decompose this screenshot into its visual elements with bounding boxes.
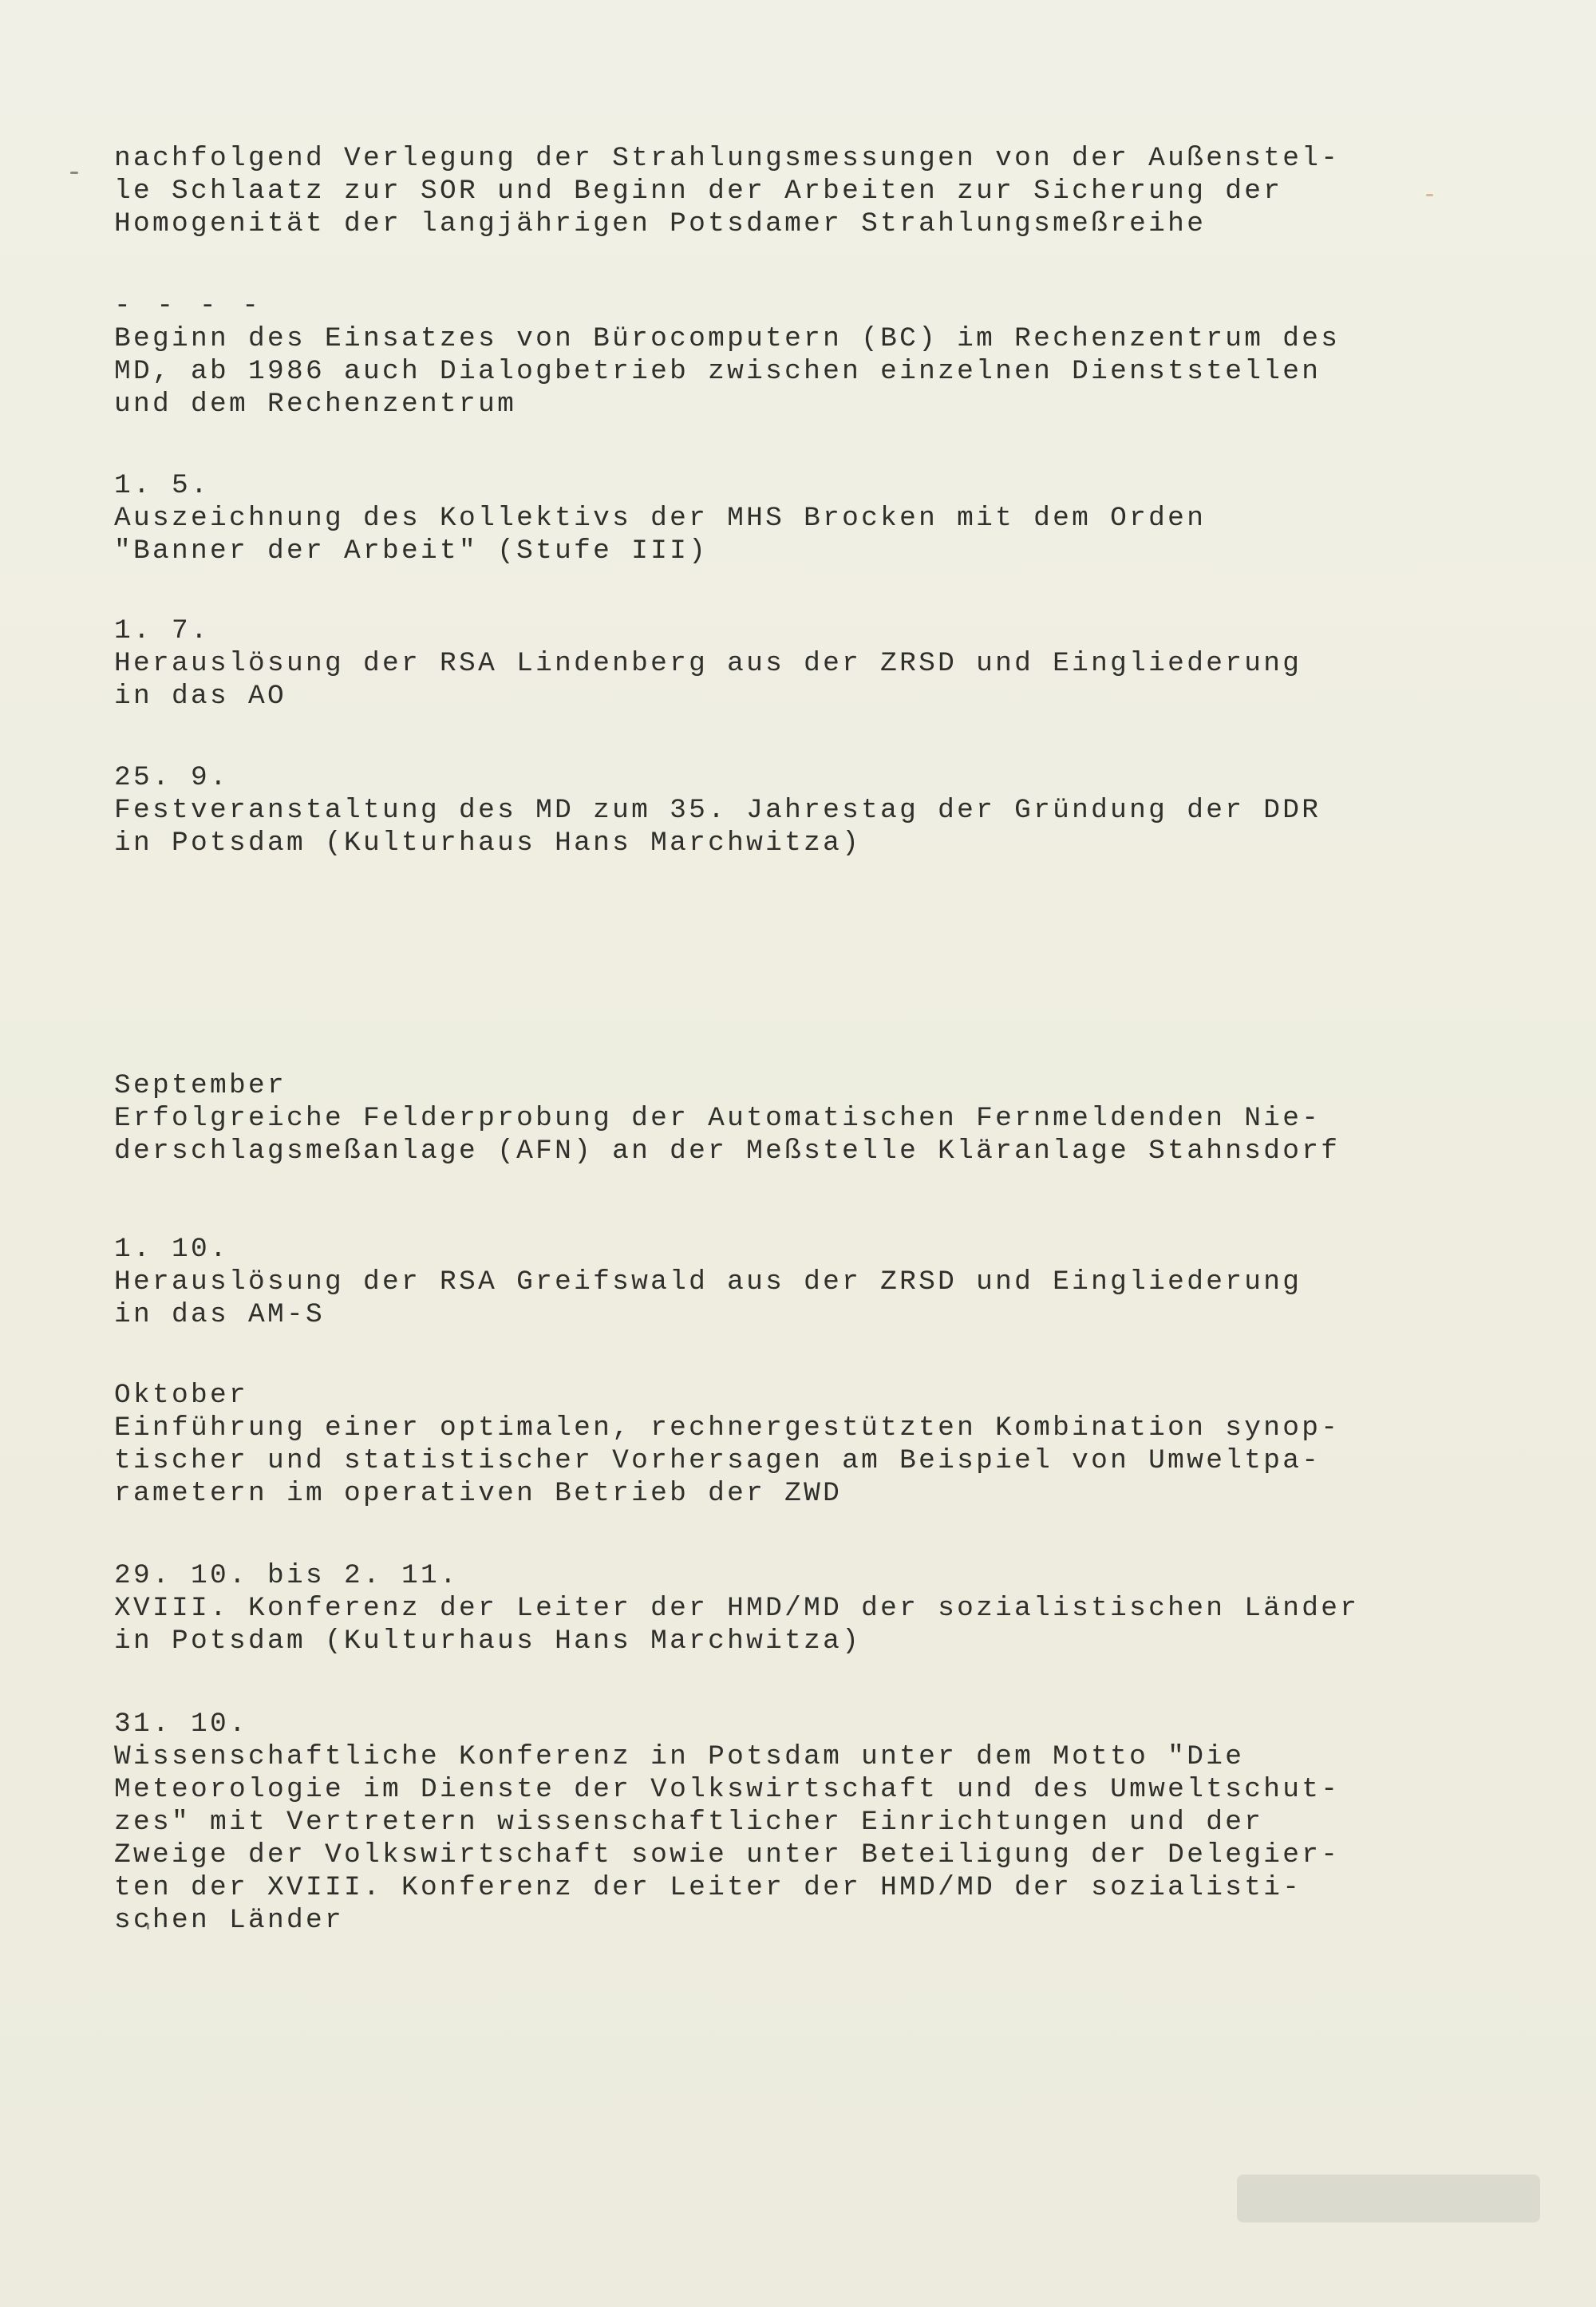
entry-1-10 <box>114 1233 1302 1331</box>
text-line: nachfolgend Verlegung der Strahlungsmessungen von der Außenstel- <box>114 143 1341 174</box>
text-line: Auszeichnung des Kollektivs der MHS Brocken mit dem Orden <box>114 503 1207 534</box>
text-line: le Schlaatz zur SOR und Beginn der Arbeiten zur Sicherung der <box>114 176 1283 207</box>
text-line: derschlagsmeßanlage (AFN) an der Meßstelle Kläranlage Stahnsdorf <box>114 1136 1341 1167</box>
entry-undated <box>114 290 1340 421</box>
text-line: und dem Rechenzentrum <box>114 389 517 420</box>
text-line: "Banner der Arbeit" (Stufe III) <box>114 535 709 567</box>
text-line: Beginn des Einsatzes von Bürocomputern (BC) im Rechenzentrum des <box>114 323 1341 354</box>
text-line: ten der XVIII. Konferenz der Leiter der HMD/MD der sozialisti- <box>114 1872 1302 1903</box>
entry-oktober <box>114 1379 1340 1510</box>
entry-september <box>114 1069 1340 1167</box>
text-line: Zweige der Volkswirtschaft sowie unter Beteiligung der Delegier- <box>114 1839 1341 1870</box>
entry-25-9 <box>114 761 1321 859</box>
margin-mark <box>1426 194 1433 196</box>
scan-smudge <box>1237 2175 1540 2222</box>
entry-continuation <box>114 142 1340 240</box>
text-line: in Potsdam (Kulturhaus Hans Marchwitza) <box>114 828 862 859</box>
text-line: Homogenität der langjährigen Potsdamer Strahlungsmeßreihe <box>114 208 1207 239</box>
entry-date: 1. 10. <box>114 1234 230 1265</box>
entry-date: 25. 9. <box>114 762 230 793</box>
text-line: rametern im operativen Betrieb der ZWD <box>114 1478 843 1509</box>
entry-date: 29. 10. bis 2. 11. <box>114 1560 460 1591</box>
text-line: Einführung einer optimalen, rechnergestützten Kombination synop- <box>114 1412 1341 1444</box>
text-line: in das AO <box>114 681 287 712</box>
entry-29-10 <box>114 1559 1359 1657</box>
text-line: Meteorologie im Dienste der Volkswirtschaft und des Umweltschut- <box>114 1774 1341 1805</box>
entry-1-5 <box>114 469 1206 567</box>
entry-date: 1. 5. <box>114 470 211 501</box>
text-line: schen Länder <box>114 1905 345 1936</box>
text-line: tischer und statistischer Vorhersagen am Beispiel von Umweltpa- <box>114 1445 1321 1476</box>
margin-mark <box>70 172 78 174</box>
text-line: XVIII. Konferenz der Leiter der HMD/MD der sozialistischen Länder <box>114 1593 1360 1624</box>
entry-date: - - - - <box>114 290 263 322</box>
text-line: Herauslösung der RSA Greifswald aus der ZRSD und Eingliederung <box>114 1266 1302 1298</box>
text-line: Herauslösung der RSA Lindenberg aus der ZRSD und Eingliederung <box>114 648 1302 679</box>
text-line: Festveranstaltung des MD zum 35. Jahrestag der Gründung der DDR <box>114 795 1321 826</box>
entry-date: September <box>114 1070 287 1101</box>
text-line: Erfolgreiche Felderprobung der Automatischen Fernmeldenden Nie- <box>114 1103 1321 1134</box>
entry-date: Oktober <box>114 1380 249 1411</box>
text-line: in Potsdam (Kulturhaus Hans Marchwitza) <box>114 1626 862 1657</box>
entry-date: 1. 7. <box>114 615 211 646</box>
entry-date: 31. 10. <box>114 1709 249 1740</box>
text-line: Wissenschaftliche Konferenz in Potsdam unter dem Motto "Die <box>114 1741 1245 1772</box>
text-line: MD, ab 1986 auch Dialogbetrieb zwischen einzelnen Dienststellen <box>114 356 1321 387</box>
entry-31-10 <box>114 1708 1340 1937</box>
entry-1-7 <box>114 614 1302 713</box>
text-line: zes" mit Vertretern wissenschaftlicher Einrichtungen und der <box>114 1807 1264 1838</box>
text-line: in das AM-S <box>114 1299 326 1330</box>
